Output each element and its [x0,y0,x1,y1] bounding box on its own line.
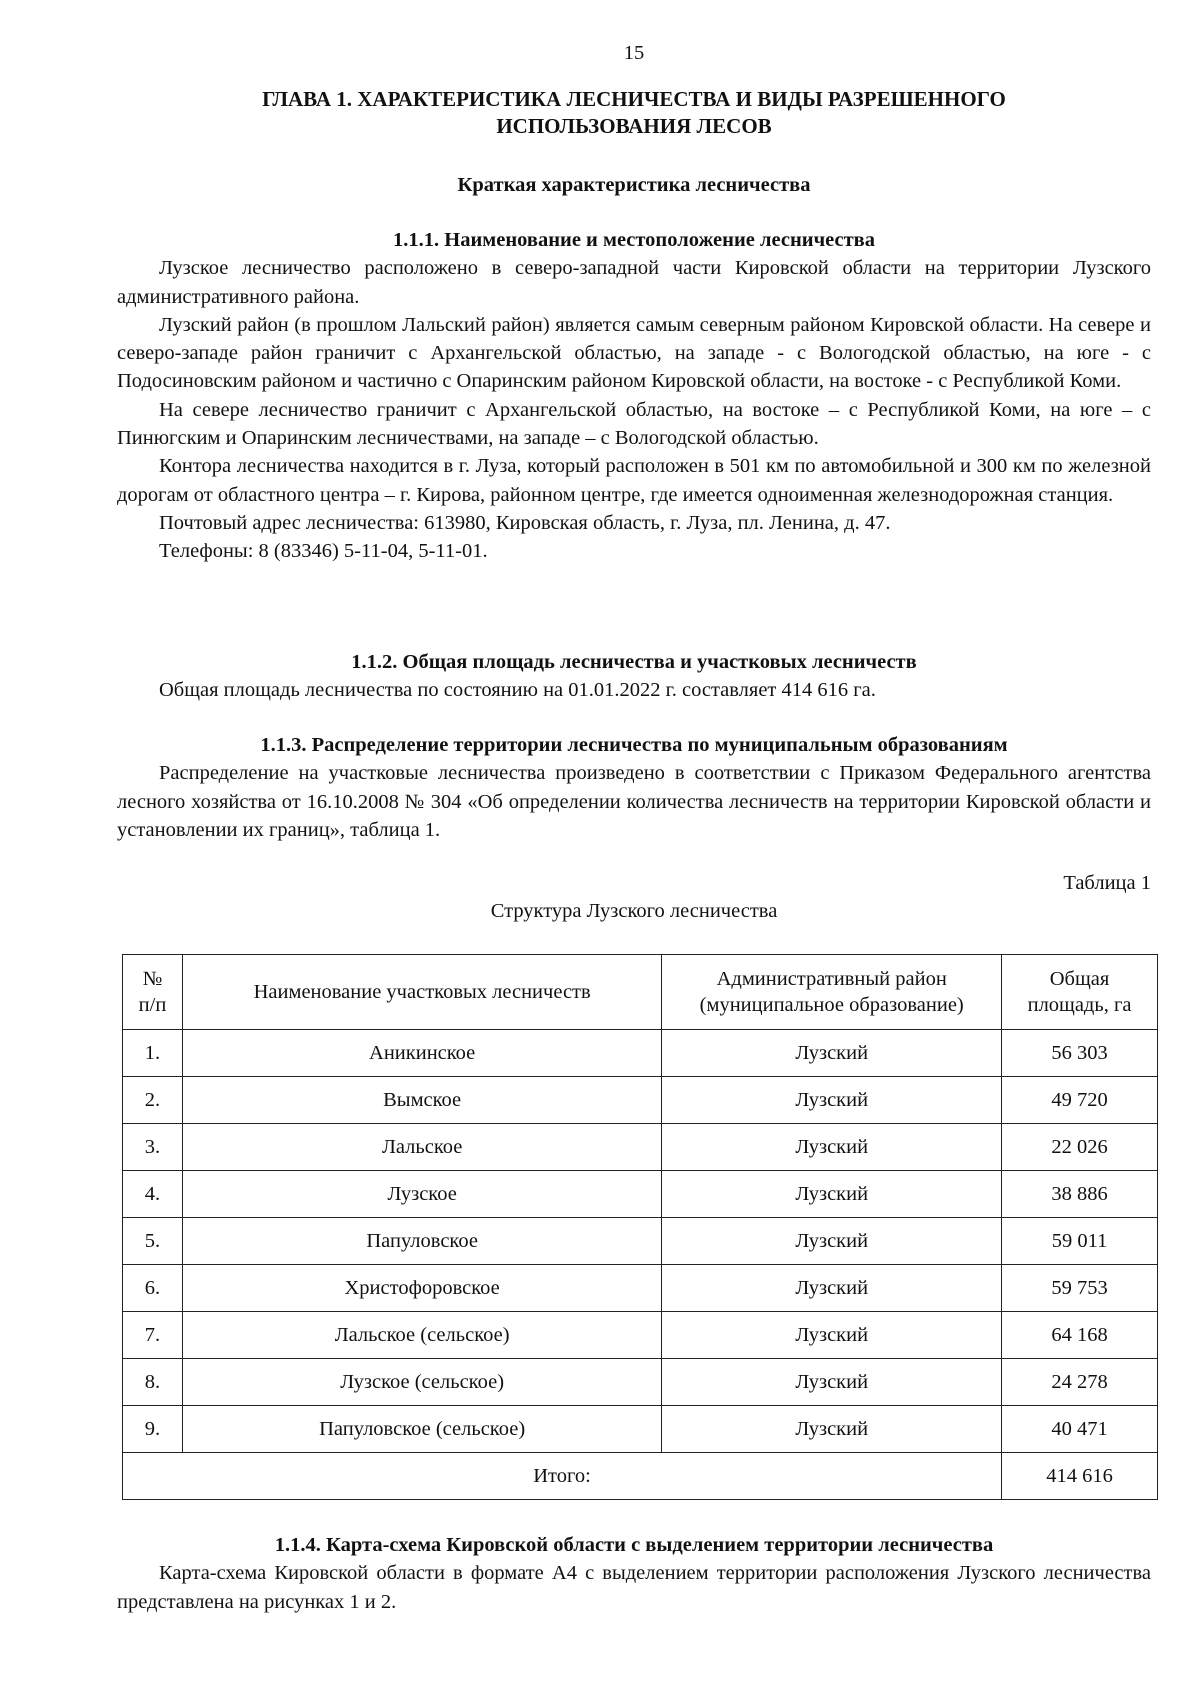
table-row [123,1171,1158,1218]
district: Лузский [662,1265,1002,1312]
section-1-1-2-title: 1.1.2. Общая площадь лесничества и участковых лесничеств [351,651,917,673]
section-1-1-1 [117,226,1151,566]
table-header-row [123,955,1158,1030]
area: 59 011 [1002,1218,1158,1265]
chapter-title-line-2: ИСПОЛЬЗОВАНИЯ ЛЕСОВ [496,114,772,138]
table-row [123,1312,1158,1359]
section-1-1-4 [117,1531,1151,1616]
area: 40 471 [1002,1406,1158,1453]
forestry-structure-table [122,954,1158,1500]
district: Лузский [662,1359,1002,1406]
section-title: Краткая характеристика лесничества [457,174,811,196]
chapter-title-line-1: ГЛАВА 1. ХАРАКТЕРИСТИКА ЛЕСНИЧЕСТВА И ВИДЫ РАЗРЕШЕННОГО [262,87,1006,111]
paragraph: Почтовый адрес лесничества: 613980, Кировская область, г. Луза, пл. Ленина, д. 47. [159,511,891,534]
section-1-1-2 [117,648,1151,705]
forestry-name: Христофоровское [182,1265,661,1312]
district: Лузский [662,1030,1002,1077]
area: 49 720 [1002,1077,1158,1124]
forestry-name: Аникинское [182,1030,661,1077]
row-number: 9. [123,1406,183,1453]
forestry-name: Папуловское (сельское) [182,1406,661,1453]
header-name: Наименование участковых лесничеств [182,955,661,1030]
section-1-1-1-title: 1.1.1. Наименование и местоположение лесничества [393,229,875,251]
paragraph: Карта-схема Кировской области в формате А4 с выделением территории расположения Лузского лесничества представлена на рисунках 1 и 2. [117,1562,1151,1613]
row-number: 5. [123,1218,183,1265]
table-caption: Структура Лузского лесничества [490,900,778,922]
district: Лузский [662,1171,1002,1218]
forestry-name: Лальское (сельское) [182,1312,661,1359]
paragraph: Лузское лесничество расположено в северо-западной части Кировской области на территории Лузского административного района. [117,257,1151,308]
page-number: 15 [623,42,645,64]
paragraph: Распределение на участковые лесничества произведено в соответствии с Приказом Федерального агентства лесного хозяйства от 16.10.2008 № 304 «Об определении количества лесничеств на территории Кировской области и установлении их границ», таблица 1. [117,762,1151,841]
area: 56 303 [1002,1030,1158,1077]
district: Лузский [662,1406,1002,1453]
forestry-name: Лузское (сельское) [182,1359,661,1406]
table-row [123,1406,1158,1453]
row-number: 4. [123,1171,183,1218]
header-area: Общая площадь, га [1002,955,1158,1030]
paragraph: Контора лесничества находится в г. Луза, который расположен в 501 км по автомобильной и 300 км по железной дорогам от областного центра – г. Кирова, районном центре, где имеется одноименная железнодорожная станция. [117,455,1151,506]
row-number: 3. [123,1124,183,1171]
forestry-name: Лузское [182,1171,661,1218]
paragraph: Лузский район (в прошлом Лальский район) является самым северным районом Кировской области. На севере и северо-западе район граничит с Архангельской областью, на западе - с Вологодской областью, на юге - с Подосиновским районом и частично с Опаринским районом Кировской области, на востоке - с Республикой Коми. [117,313,1151,393]
paragraph: Телефоны: 8 (83346) 5-11-04, 5-11-01. [159,540,488,563]
paragraph: Общая площадь лесничества по состоянию на 01.01.2022 г. составляет 414 616 га. [159,679,876,702]
district: Лузский [662,1312,1002,1359]
chapter-title [117,86,1151,140]
total-value: 414 616 [1002,1453,1158,1500]
area: 24 278 [1002,1359,1158,1406]
row-number: 6. [123,1265,183,1312]
forestry-name: Лальское [182,1124,661,1171]
table-row [123,1265,1158,1312]
forestry-name: Вымское [182,1077,661,1124]
table-row [123,1218,1158,1265]
area: 22 026 [1002,1124,1158,1171]
table-row [123,1077,1158,1124]
area: 64 168 [1002,1312,1158,1359]
table-label: Таблица 1 [1063,872,1151,894]
row-number: 1. [123,1030,183,1077]
section-1-1-4-title: 1.1.4. Карта-схема Кировской области с выделением территории лесничества [274,1534,994,1556]
area: 38 886 [1002,1171,1158,1218]
section-1-1-3-title: 1.1.3. Распределение территории лесничества по муниципальным образованиям [260,734,1008,756]
table-row [123,1124,1158,1171]
row-number: 7. [123,1312,183,1359]
header-district: Административный район (муниципальное образование) [662,955,1002,1030]
row-number: 8. [123,1359,183,1406]
district: Лузский [662,1077,1002,1124]
table-row [123,1030,1158,1077]
area: 59 753 [1002,1265,1158,1312]
row-number: 2. [123,1077,183,1124]
table-total-row [123,1453,1158,1500]
district: Лузский [662,1218,1002,1265]
district: Лузский [662,1124,1002,1171]
section-1-1-3 [117,731,1151,844]
header-number: № п/п [123,955,183,1030]
paragraph: На севере лесничество граничит с Архангельской областью, на востоке – с Республикой Коми, на юге – с Пинюгским и Опаринским лесничествами, на западе – с Вологодской областью. [117,398,1151,450]
forestry-name: Папуловское [182,1218,661,1265]
total-label: Итого: [123,1453,1002,1500]
table-row [123,1359,1158,1406]
